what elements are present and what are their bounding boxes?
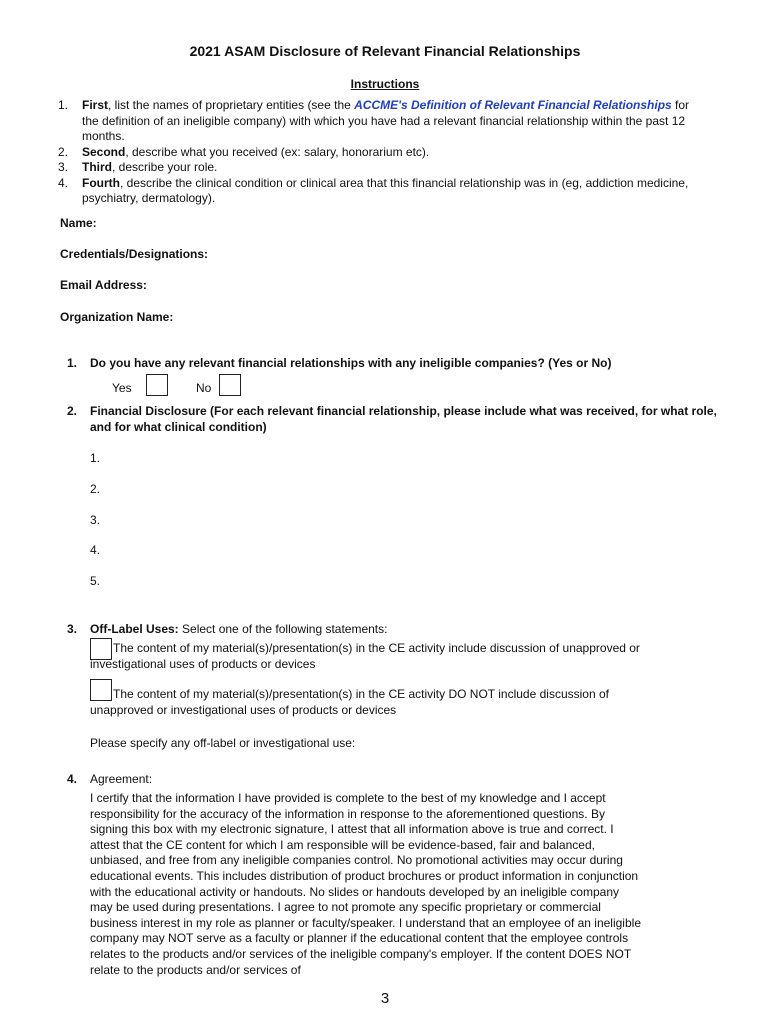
disclosure-line-1[interactable]: 1. (90, 451, 101, 465)
instruction-item: 3. Third, describe your role. (58, 160, 218, 174)
credentials-field-label[interactable]: Credentials/Designations: (60, 247, 209, 261)
instruction-item: 2. Second, describe what you received (ex: salary, honorarium etc). (58, 144, 430, 159)
instruction-item: 1. First, list the names of proprietary entities (see the ACCME's Definition of Relevant Financial Relationships for the definition of an ineligible company) with which you have had a relevant financial relationship within the past 12 months. (58, 98, 690, 143)
question-3: 3. Off-Label Uses: Select one of the following statements: (67, 622, 388, 636)
disclosure-line-5[interactable]: 5. (90, 574, 101, 588)
instructions-list (58, 98, 698, 207)
agreement-text: I certify that the information I have provided is complete to the best of my knowledge and I accept responsibility for the accuracy of the information in response to the aforementioned questions. By signing this box with my electronic signature, I attest that all information above is true and correct. I attest that the CE content for which I am responsible will be evidence-based, fair and balanced, unbiased, and free from any ineligible companies control. No promotional activities may occur during educational events. This includes distribution of product brochures or product information in conjunction with the educational activity or handouts. No slides or handouts developed by an ineligible company may be used during presentations. I agree to not promote any specific proprietary or commercial business interest in my role as planner or faculty/speaker. I understand that an employee of an ineligible company may NOT serve as a faculty or planner if the educational content that the employee controls relates to the products and/or services of the ineligible company's employer. If the content DOES NOT relate to the products and/or services of (90, 791, 641, 977)
email-field-label[interactable]: Email Address: (60, 278, 147, 292)
offlabel-exclude-text: The content of my material(s)/presentation(s) in the CE activity DO NOT include discussion of unapproved or investigational uses of products or devices (90, 687, 609, 717)
page-number: 3 (380, 990, 390, 1007)
no-label: No (196, 381, 212, 395)
offlabel-include-text: The content of my material(s)/presentation(s) in the CE activity include discussion of unapproved or investigational uses of products or devices (90, 641, 640, 671)
yes-checkbox[interactable] (146, 374, 168, 396)
no-checkbox[interactable] (219, 374, 241, 396)
disclosure-line-3[interactable]: 3. (90, 513, 101, 527)
question-4: 4. Agreement: (67, 772, 153, 786)
document-title: 2021 ASAM Disclosure of Relevant Financial Relationships (189, 43, 581, 59)
question-1: 1. Do you have any relevant financial relationships with any ineligible companies? (Yes or No) (67, 356, 612, 370)
instruction-item: 4. Fourth, describe the clinical condition or clinical area that this financial relationship was in (eg, addiction medicine, psychiatry, dermatology). (58, 175, 689, 205)
name-field-label[interactable]: Name: (60, 216, 97, 230)
disclosure-line-4[interactable]: 4. (90, 543, 101, 557)
disclosure-line-2[interactable]: 2. (90, 482, 101, 496)
question-2: 2. Financial Disclosure (For each relevant financial relationship, please include what was received, for what role, and for what clinical condition) (67, 404, 717, 434)
offlabel-specify-label[interactable]: Please specify any off-label or investigational use: (90, 736, 356, 750)
instructions-heading: Instructions (350, 77, 420, 91)
organization-field-label[interactable]: Organization Name: (60, 310, 174, 324)
accme-definition-link[interactable]: ACCME's Definition of Relevant Financial Relationships (354, 98, 672, 112)
yes-label: Yes (112, 381, 132, 395)
